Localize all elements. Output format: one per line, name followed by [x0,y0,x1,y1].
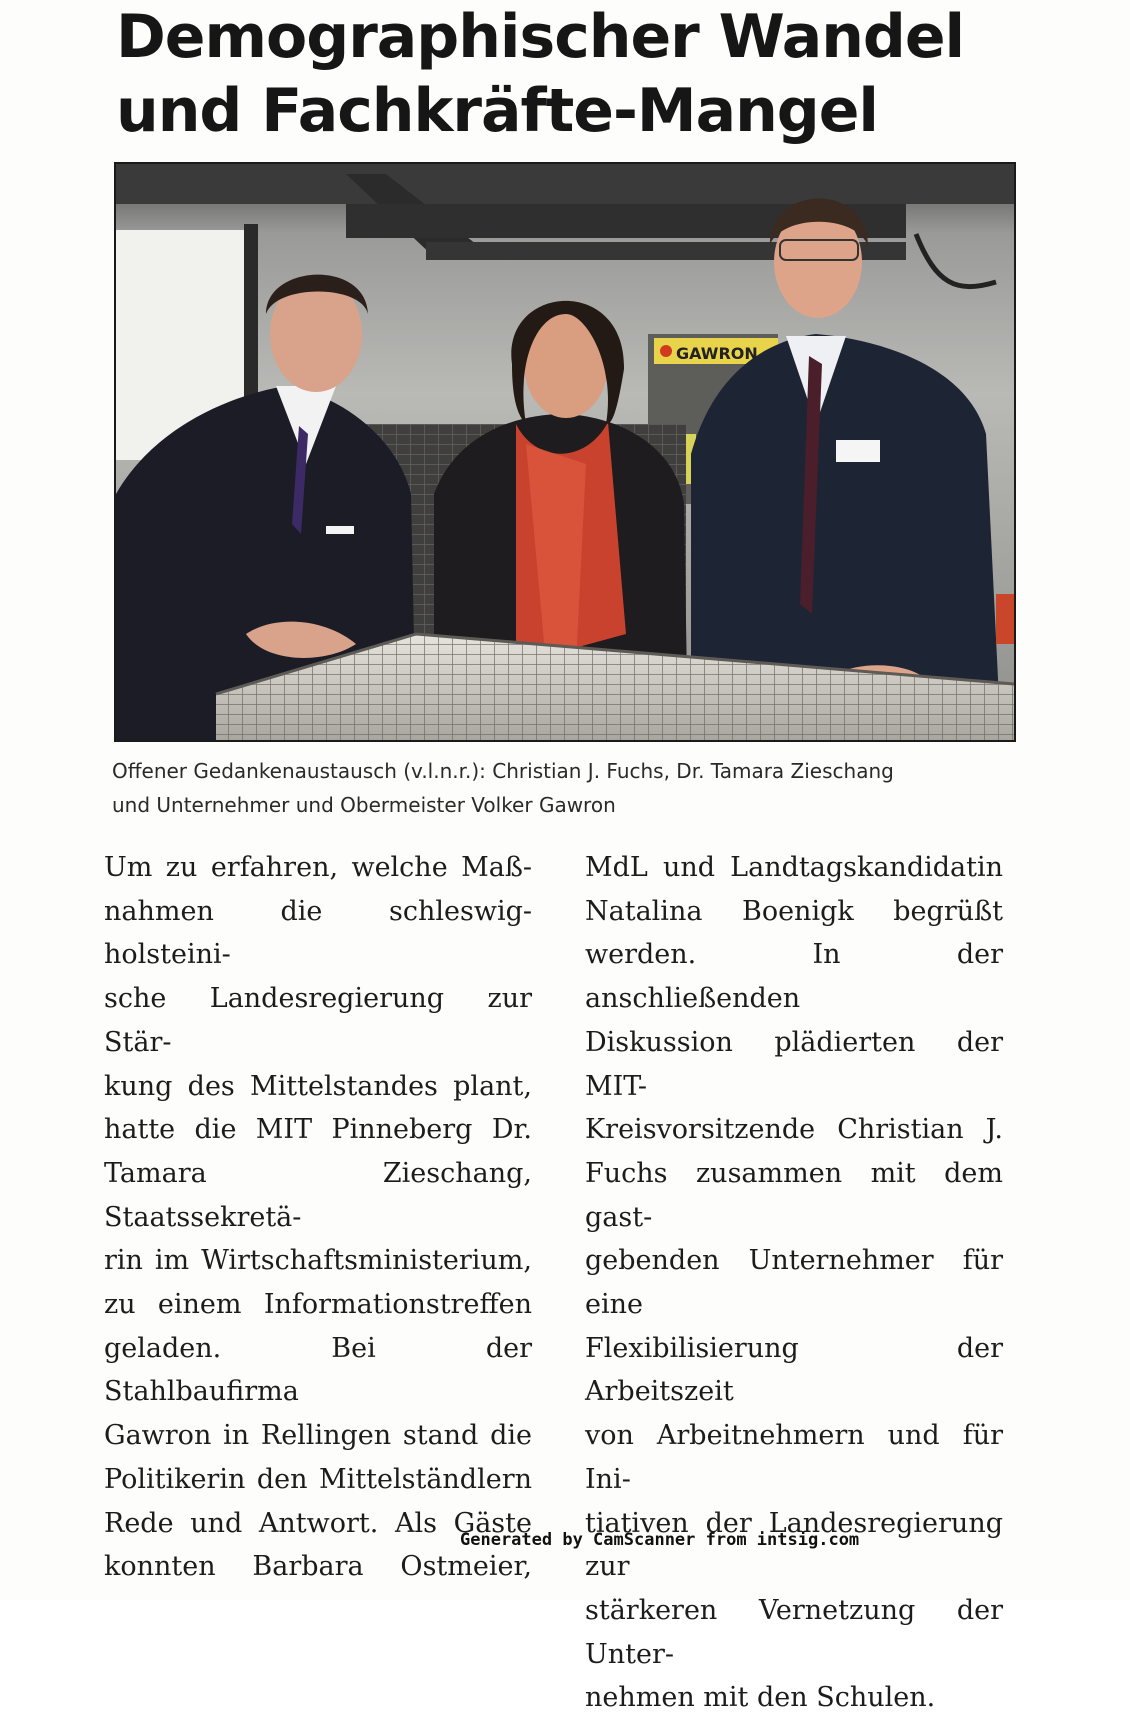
body-line: nehmen mit den Schulen. [585,1682,936,1714]
body-line: Diskussion plädierten der MIT- [585,1026,1003,1102]
body-line: nahmen die schleswig-holsteini- [104,895,532,971]
body-line: konnten Barbara Ostmeier, [104,1551,532,1583]
body-line: stärkeren Vernetzung der Unter- [585,1594,1003,1670]
body-line: von Arbeitnehmern und für Ini- [585,1420,1003,1495]
body-line: rin im Wirtschaftsministerium, [104,1245,532,1277]
article-photo [114,162,1016,742]
article-headline [116,0,1016,148]
body-line: Flexibilisierung der Arbeitszeit [585,1332,1003,1408]
caption-line: und Unternehmer und Obermeister Volker Gawron [112,793,616,817]
body-line: Fuchs zusammen mit dem gast- [585,1157,1003,1233]
body-line: werden. In der anschließenden [585,939,1003,1015]
body-line: kung des Mittelstandes plant, [104,1070,532,1102]
body-line: sche Landesregierung zur Stär- [104,983,532,1058]
body-line: Politikerin den Mittelständlern [104,1463,532,1495]
photo-caption [112,754,1022,822]
headline-line: Demographischer Wandel [116,2,965,72]
body-line: hatte die MIT Pinneberg Dr. [104,1114,532,1146]
body-line: gebenden Unternehmer für eine [585,1245,1003,1321]
body-line: Um zu erfahren, welche Maß- [104,852,532,883]
body-line: Rede und Antwort. Als Gäste [104,1507,532,1539]
body-line: zu einem Informationstreffen [104,1289,532,1321]
body-line: tiativen der Landesregierung zur [585,1507,1003,1583]
body-line: Natalina Boenigk begrüßt [585,895,1003,927]
article-column-right [585,846,1003,1720]
body-line: Gawron in Rellingen stand die [104,1420,532,1452]
scanner-footer: Generated by CamScanner from intsig.com [460,1530,860,1550]
body-line: Tamara Zieschang, Staatssekretä- [104,1157,532,1233]
body-line: MdL und Landtagskandidatin [585,852,1003,883]
body-line: geladen. Bei der Stahlbaufirma [104,1332,532,1408]
article-column-left [104,846,532,1589]
machine-sign-text: GAWRON [676,344,758,363]
body-line: Kreisvorsitzende Christian J. [585,1114,1003,1146]
photo-of-three-people-icon [116,164,1014,740]
headline-line: und Fachkräfte-Mangel [116,76,878,146]
caption-line: Offener Gedankenaustausch (v.l.n.r.): Christian J. Fuchs, Dr. Tamara Zieschang [112,759,894,783]
